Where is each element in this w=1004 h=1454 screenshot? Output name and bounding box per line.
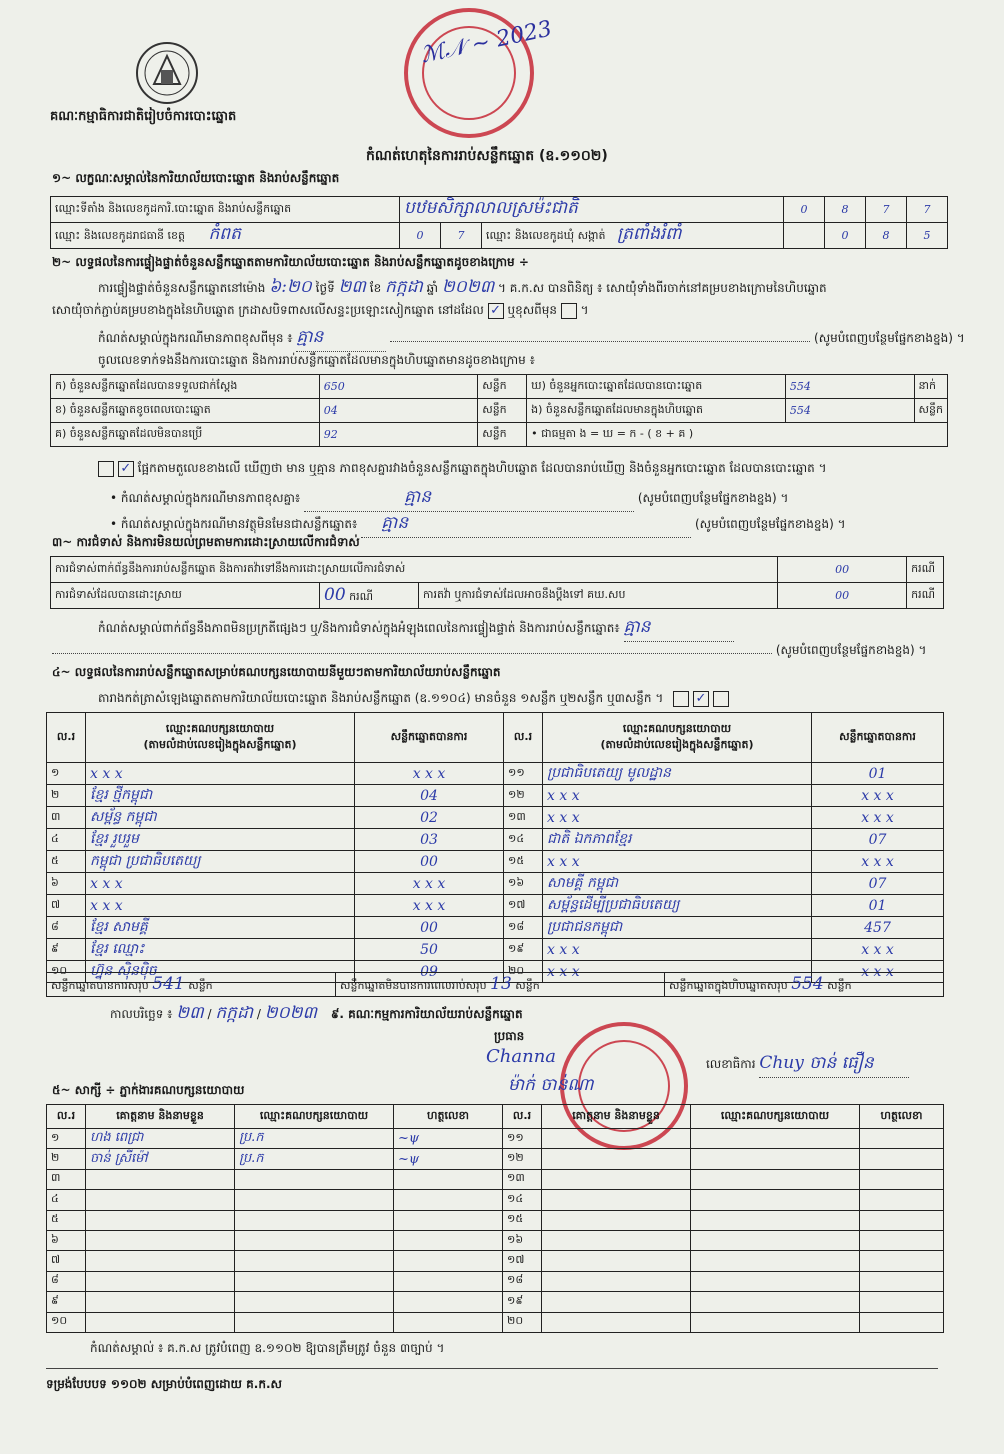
footer-divider	[46, 1368, 938, 1369]
valid-votes: 04	[355, 785, 504, 807]
unit-label: ករណី	[907, 557, 944, 583]
witness-party	[235, 1169, 394, 1189]
formula-note: • ជាធម្មតា ង = ឃ = ក - ( ខ + គ )	[527, 423, 948, 447]
party-name: កម្ពុជា ប្រជាធិបតេយ្យ	[86, 851, 355, 873]
total-invalid: សន្លឹកឆ្នោតមិនបានការពេលរាប់សរុប 13 សន្លឹក	[336, 973, 665, 997]
spoiled-value: 04	[319, 399, 478, 423]
party-name: ប្រជាធិបតេយ្យ មូលដ្ឋាន	[543, 763, 812, 785]
unit-label: សន្លឹក	[914, 399, 947, 423]
witness-signature	[394, 1230, 503, 1250]
witness-signature	[860, 1230, 944, 1250]
verification-line: ការផ្ទៀងផ្ទាត់ចំនួនសន្លឹកឆ្នោតនៅម៉ោង ៦:២០ ថ្ងៃទី ២៣ ខែ កក្កដា ឆ្នាំ ២០២៣ ។ គ.ក.ស បានពិនិត្យ ៖ សោយ៉ុំទាំងពីរចាក់នៅគម្របខាងក្រោមនៃហិបឆ្នោត	[98, 277, 827, 297]
appeal-value: 00	[778, 583, 907, 609]
witness-signature	[860, 1190, 944, 1210]
three-sheets-checkbox[interactable]	[713, 691, 729, 707]
party-results-table	[46, 712, 944, 983]
row-number: ១៥	[503, 1210, 542, 1230]
commune-code-digit: 0	[825, 223, 866, 249]
col-signature: ហត្ថលេខា	[860, 1105, 944, 1129]
row-number: ១១	[503, 1129, 542, 1149]
row-number: ១៥	[504, 851, 543, 873]
valid-votes: x x x	[812, 851, 944, 873]
received-value: 650	[319, 375, 478, 399]
row-number: ១២	[503, 1149, 542, 1169]
row-number: ១៩	[504, 939, 543, 961]
row-number: ២០	[503, 1312, 542, 1332]
witness-signature: ~ψ	[394, 1129, 503, 1149]
party-name: ខ្មែរ ថ្មីកម្ពុជា	[86, 785, 355, 807]
valid-votes: x x x	[355, 763, 504, 785]
secretary-line: លេខាធិការ Chuy ចាន់ ធឿន	[706, 1052, 909, 1078]
row-number: ៦	[47, 1230, 86, 1250]
row-number: ១៤	[504, 829, 543, 851]
witness-name	[86, 1251, 235, 1271]
valid-votes: 07	[812, 873, 944, 895]
witness-party	[691, 1292, 860, 1312]
row-number: ១០	[47, 1312, 86, 1332]
commune-field: ឈ្មោះ និងលេខកូដឃុំ សង្កាត់ ត្រពាំងរំពាំ	[482, 223, 784, 249]
witness-party	[235, 1312, 394, 1332]
table-row	[47, 829, 944, 851]
table-row	[47, 807, 944, 829]
party-name: x x x	[86, 895, 355, 917]
section2-title: ២~ លទ្ធផលនៃការផ្ទៀងផ្ទាត់ចំនួនសន្លឹកឆ្នោតតាមការិយាល័យបោះឆ្នោត និងរាប់សន្លឹកឆ្នោតដូចខាងក្រោម ÷	[52, 255, 529, 269]
numbers-intro: ចូលលេខទាក់ទងនឹងការបោះឆ្នោត និងការរាប់សន្លឹកឆ្នោតដែលមានក្នុងហិបឆ្នោតមានដូចខាងក្រោម ៖	[98, 353, 535, 367]
row-number: ៩	[47, 939, 86, 961]
chief-signature: Channa	[486, 1046, 557, 1067]
party-name: x x x	[543, 851, 812, 873]
row-number: ១	[47, 1129, 86, 1149]
witness-party	[235, 1271, 394, 1291]
total-valid: សន្លឹកឆ្នោតបានការសរុប 541 សន្លឹក	[47, 973, 336, 997]
valid-votes: 09	[355, 961, 504, 983]
section4-title: ៤~ លទ្ធផលនៃការរាប់សន្លឹកឆ្នោតសម្រាប់គណបក្សនយោបាយនីមួយៗតាមការិយាល័យរាប់សន្លឹកឆ្នោត	[52, 665, 501, 679]
witness-name	[542, 1149, 691, 1169]
location-label: ឈ្មោះទីតាំង និងលេខកូដការិ.បោះឆ្នោត និងរាប់សន្លឹកឆ្នោត	[51, 197, 400, 223]
appeal-label: ការតវ៉ា ឬការជំទាស់ដែលអាចនឹងប្ដឹងទៅ គឃ.សប	[419, 583, 778, 609]
party-name: ប្រជាជនកម្ពុជា	[543, 917, 812, 939]
row-number: ១២	[504, 785, 543, 807]
valid-votes: x x x	[812, 807, 944, 829]
province-label: ឈ្មោះ និងលេខកូដរាជធានី ខេត្ត កំពត	[51, 223, 400, 249]
row-number: ២	[47, 1149, 86, 1169]
table-row	[47, 1149, 944, 1169]
witness-name	[542, 1312, 691, 1332]
in-box-value: 554	[785, 399, 914, 423]
table-row	[47, 917, 944, 939]
commune-code-digit: 5	[907, 223, 948, 249]
row-number: ៨	[47, 917, 86, 939]
in-box-label: ង) ចំនួនសន្លឹកឆ្នោតដែលមានក្នុងហិបឆ្នោត	[527, 399, 786, 423]
no-difference-checkbox[interactable]: ✓	[118, 461, 134, 477]
row-number: ១០	[47, 961, 86, 983]
witness-signature	[860, 1149, 944, 1169]
resolved-label: ការជំទាស់ដែលបានដោះស្រាយ	[51, 583, 320, 609]
row-number: ២	[47, 785, 86, 807]
witness-party	[691, 1271, 860, 1291]
witness-signature	[860, 1210, 944, 1230]
row-number: ១១	[504, 763, 543, 785]
row-number: ៦	[47, 873, 86, 895]
valid-votes: 03	[355, 829, 504, 851]
party-name: ខ្មែរ ឈ្មោះ	[86, 939, 355, 961]
sheet-count-line: តារាងកត់ត្រាសំឡេងឆ្នោតតាមការិយាល័យបោះឆ្នោត និងរាប់សន្លឹកឆ្នោត (ឧ.១១០៤) មានចំនួន ១សន្លឹក ឬ២សន្លឹក ឬ៣សន្លឹក ។ ✓	[98, 690, 729, 708]
witness-signature	[860, 1129, 944, 1149]
valid-votes: x x x	[355, 895, 504, 917]
witness-name	[542, 1292, 691, 1312]
col-party: ឈ្មោះគណបក្សនយោបាយ (តាមលំដាប់លេខរៀងក្នុងសន្លឹកឆ្នោត)	[86, 713, 355, 763]
witness-name: ចាន់ ស្រីម៉ៅ	[86, 1149, 235, 1169]
witness-name	[542, 1210, 691, 1230]
different-checkbox[interactable]	[561, 303, 577, 319]
witness-signature	[394, 1271, 503, 1291]
unit-label: សន្លឹក	[478, 375, 527, 399]
unit-label: ករណី	[907, 583, 944, 609]
col-no: ល.រ	[47, 1105, 86, 1129]
party-name: x x x	[543, 807, 812, 829]
col-name: គោត្តនាម និងនាមខ្លួន	[86, 1105, 235, 1129]
witness-name	[542, 1251, 691, 1271]
top-signature: ℳ𝒩 ~ 2023	[418, 16, 555, 69]
col-votes: សន្លឹកឆ្នោតបានការ	[355, 713, 504, 763]
valid-votes: 457	[812, 917, 944, 939]
location-value: បឋមសិក្សាលាលស្រម៉ះជាតិ	[400, 197, 784, 223]
valid-votes: x x x	[355, 873, 504, 895]
province-code-digit: 7	[441, 223, 482, 249]
col-name: គោត្តនាម និងនាមខ្លួន	[542, 1105, 691, 1129]
form-title: កំណត់ហេតុនៃការរាប់សន្លឹកឆ្នោត (ឧ.១១០២)	[366, 148, 608, 164]
col-votes: សន្លឹកឆ្នោតបានការ	[812, 713, 944, 763]
location-code-digit: 8	[825, 197, 866, 223]
witness-name	[542, 1271, 691, 1291]
lock-check-line: សោយ៉ុំចាក់ភ្ជាប់គម្របខាងក្នុងនៃហិបឆ្នោត ក្រដាសបិទពាសលើសន្ទះប្រឡោះសៀកឆ្នោត នៅដដែល ✓ ឬខុសពីមុន ។	[52, 302, 589, 318]
witness-party	[235, 1210, 394, 1230]
footer-form-note: ទម្រង់បែបបទ ១១០២ សម្រាប់បំពេញដោយ គ.ក.ស	[46, 1377, 282, 1391]
party-name: សម្ព័ន្ធដើម្បីប្រជាធិបតេយ្យ	[543, 895, 812, 917]
section3-title: ៣~ ការជំទាស់ និងការមិនយល់ព្រមតាមការដោះស្រាយលើការជំទាស់	[52, 535, 360, 549]
witness-signature	[860, 1312, 944, 1332]
table-row	[47, 785, 944, 807]
valid-votes: 00	[355, 917, 504, 939]
witness-signature	[394, 1251, 503, 1271]
witness-name	[542, 1190, 691, 1210]
party-name: x x x	[86, 873, 355, 895]
table-row	[47, 763, 944, 785]
row-number: ១៣	[503, 1169, 542, 1189]
valid-votes: x x x	[812, 785, 944, 807]
received-label: ក) ចំនួនសន្លឹកឆ្នោតដែលបានទទួលជាក់ស្ដែង	[51, 375, 320, 399]
witness-name	[86, 1210, 235, 1230]
table-row	[47, 873, 944, 895]
party-name: ជាតិ ឯកភាពខ្មែរ	[543, 829, 812, 851]
col-party: ឈ្មោះគណបក្សនយោបាយ	[691, 1105, 860, 1129]
table-row	[47, 1230, 944, 1250]
diff-note: • កំណត់សម្គាល់ក្នុងករណីមានភាពខុសគ្នា៖ គ្មាន (សូមបំពេញបន្ថែមផ្នែកខាងខ្នង) ។	[110, 486, 788, 512]
witness-name	[86, 1312, 235, 1332]
table-row	[47, 1210, 944, 1230]
witness-party	[691, 1169, 860, 1189]
totals-table	[46, 972, 944, 997]
row-number: ៥	[47, 1210, 86, 1230]
party-name: x x x	[86, 763, 355, 785]
witness-name	[86, 1271, 235, 1291]
witness-party: ប្រ.ក	[235, 1129, 394, 1149]
party-name: សាមគ្គី កម្ពុជា	[543, 873, 812, 895]
witness-signature	[860, 1271, 944, 1291]
two-sheets-checkbox[interactable]: ✓	[693, 691, 709, 707]
row-number: ៩	[47, 1292, 86, 1312]
irregularity-note: កំណត់សម្គាល់ពាក់ព័ន្ធនឹងភាពមិនប្រក្រតីផ្សេងៗ ឬ/និងការជំទាស់ក្នុងអំឡុងពេលនៃការផ្ទៀងផ្ទាត់ និងការរាប់សន្លឹកឆ្នោត៖ គ្មាន	[98, 616, 734, 642]
objection-value: 00	[778, 557, 907, 583]
ballot-count-table	[50, 374, 948, 447]
valid-votes: 02	[355, 807, 504, 829]
valid-votes: 01	[812, 895, 944, 917]
party-name: ខ្មែរ រួបរួម	[86, 829, 355, 851]
witness-signature	[860, 1169, 944, 1189]
unused-value: 92	[319, 423, 478, 447]
witness-signature	[394, 1312, 503, 1332]
party-name: x x x	[543, 939, 812, 961]
row-number: ១៨	[503, 1271, 542, 1291]
party-name: x x x	[543, 961, 812, 983]
witness-signature	[394, 1190, 503, 1210]
row-number: ២០	[504, 961, 543, 983]
resolved-value: 00 ករណី	[320, 583, 419, 609]
row-number: ១៧	[504, 895, 543, 917]
valid-votes: 01	[812, 763, 944, 785]
col-party: ឈ្មោះគណបក្សនយោបាយ (តាមលំដាប់លេខរៀងក្នុងសន្លឹកឆ្នោត)	[543, 713, 812, 763]
one-sheet-checkbox[interactable]	[673, 691, 689, 707]
row-number: ៣	[47, 807, 86, 829]
row-number: ១៩	[503, 1292, 542, 1312]
section1-table	[50, 196, 948, 249]
voters-label: ឃ) ចំនួនអ្នកបោះឆ្នោតដែលបានបោះឆ្នោត	[527, 375, 786, 399]
row-number: ៧	[47, 1251, 86, 1271]
date-line: កាលបរិច្ឆេទ ៖ ២៣ / កក្កដា / ២០២៣ ៩. គណៈកម្មការការិយាល័យរាប់សន្លឹកឆ្នោត	[110, 1003, 523, 1023]
valid-votes: 07	[812, 829, 944, 851]
witness-party	[235, 1190, 394, 1210]
difference-note: កំណត់សម្គាល់ក្នុងករណីមានភាពខុសពីមុន ៖ គ្មាន (សូមបំពេញបន្ថែមផ្នែកខាងខ្នង) ។	[98, 326, 965, 352]
spoiled-label: ខ) ចំនួនសន្លឹកឆ្នោតខូចពេលបោះឆ្នោត	[51, 399, 320, 423]
valid-votes: x x x	[812, 961, 944, 983]
table-row	[47, 939, 944, 961]
witness-signature	[394, 1169, 503, 1189]
table-row	[47, 851, 944, 873]
witness-name	[86, 1292, 235, 1312]
witness-party	[235, 1251, 394, 1271]
emblem-logo	[134, 40, 200, 106]
witness-name: ហង ពេជ្រា	[86, 1129, 235, 1149]
witness-party	[691, 1129, 860, 1149]
party-name: x x x	[543, 785, 812, 807]
org-name: គណៈកម្មាធិការជាតិរៀបចំការបោះឆ្នោត	[50, 109, 237, 124]
valid-votes: x x x	[812, 939, 944, 961]
witness-party	[691, 1149, 860, 1169]
col-signature: ហត្ថលេខា	[394, 1105, 503, 1129]
row-number: ១៦	[503, 1230, 542, 1250]
valid-votes: 00	[355, 851, 504, 873]
row-number: ១៦	[504, 873, 543, 895]
location-code-digit: 7	[866, 197, 907, 223]
witness-signature	[394, 1210, 503, 1230]
row-number: ១៤	[503, 1190, 542, 1210]
party-name: ខ្មែរ សាមគ្គី	[86, 917, 355, 939]
witness-signature	[860, 1292, 944, 1312]
witness-name	[86, 1169, 235, 1189]
witness-party	[235, 1292, 394, 1312]
witness-party: ប្រ.ក	[235, 1149, 394, 1169]
col-party: ឈ្មោះគណបក្សនយោបាយ	[235, 1105, 394, 1129]
row-number: ៣	[47, 1169, 86, 1189]
section5-title: ៥~ សាក្សី ÷ ភ្នាក់ងារគណបក្សនយោបាយ	[52, 1083, 245, 1097]
table-row	[47, 1190, 944, 1210]
table-row	[47, 1312, 944, 1332]
witness-signature	[394, 1292, 503, 1312]
row-number: ១	[47, 763, 86, 785]
row-number: ៨	[47, 1271, 86, 1291]
witness-party	[691, 1190, 860, 1210]
row-number: ១៨	[504, 917, 543, 939]
location-code-digit: 0	[784, 197, 825, 223]
valid-votes: 50	[355, 939, 504, 961]
unit-label: នាក់	[914, 375, 947, 399]
row-number: ៤	[47, 829, 86, 851]
table-row	[47, 1271, 944, 1291]
witness-name	[542, 1230, 691, 1250]
row-number: ៧	[47, 895, 86, 917]
witness-party	[691, 1251, 860, 1271]
col-no: ល.រ	[504, 713, 543, 763]
objection-table	[50, 556, 944, 609]
row-number: ៤	[47, 1190, 86, 1210]
objection-label: ការជំទាស់ពាក់ព័ន្ធនឹងការរាប់សន្លឹកឆ្នោត និងការតវ៉ាទៅនឹងការដោះស្រាយលើការជំទាស់	[51, 557, 778, 583]
row-number: ៥	[47, 851, 86, 873]
witness-name	[86, 1190, 235, 1210]
chief-name: ម៉ាក់ ចាន់ណា	[508, 1075, 594, 1095]
unused-label: គ) ចំនួនសន្លឹកឆ្នោតដែលមិនបានប្រើ	[51, 423, 320, 447]
object-note: • កំណត់សម្គាល់ក្នុងករណីមានវត្ថុមិនមែនជាសន្លឹកឆ្នោត៖ គ្មាន (សូមបំពេញបន្ថែមផ្នែកខាងខ្នង) ។	[110, 512, 846, 538]
table-row	[47, 1251, 944, 1271]
party-name: ហ្វ៊ុន ស៊ិនប៉ិច	[86, 961, 355, 983]
witness-party	[691, 1230, 860, 1250]
party-name: សម្ព័ន្ធ កម្ពុជា	[86, 807, 355, 829]
witness-party	[235, 1230, 394, 1250]
witness-party	[691, 1210, 860, 1230]
row-number: ១៣	[504, 807, 543, 829]
footer-note: កំណត់សម្គាល់ ៖ គ.ក.ស ត្រូវបំពេញ ឧ.១១០២ ឱ្យបានត្រឹមត្រូវ ចំនួន ៣ច្បាប់ ។	[90, 1341, 445, 1355]
row-number: ១៧	[503, 1251, 542, 1271]
unit-label: សន្លឹក	[478, 399, 527, 423]
chief-label: ប្រធាន	[494, 1029, 525, 1043]
has-difference-checkbox[interactable]	[98, 461, 114, 477]
table-row	[47, 1169, 944, 1189]
location-code-digit: 7	[907, 197, 948, 223]
witness-table	[46, 1104, 944, 1333]
col-no: ល.រ	[503, 1105, 542, 1129]
commune-code-digit: 8	[866, 223, 907, 249]
witness-signature: ~ψ	[394, 1149, 503, 1169]
table-row	[47, 1292, 944, 1312]
compare-line: ✓ ផ្អែកតាមតួលេខខាងលើ ឃើញថា មាន ឬគ្មាន ភាពខុសគ្នារវាងចំនួនសន្លឹកឆ្នោតក្នុងហិបឆ្នោត ដែលបានរាប់ឃើញ និងចំនួនអ្នកបោះឆ្នោត ដែលបានបោះឆ្នោត ។	[98, 460, 826, 478]
voters-value: 554	[785, 375, 914, 399]
col-no: ល.រ	[47, 713, 86, 763]
total-in-box: សន្លឹកឆ្នោតក្នុងហិបឆ្នោតសរុប 554 សន្លឹក	[665, 973, 944, 997]
witness-name	[86, 1230, 235, 1250]
section1-title: ១~ លក្ខណៈសម្គាល់នៃការិយាល័យបោះឆ្នោត និងរាប់សន្លឹកឆ្នោត	[52, 171, 340, 185]
witness-party	[691, 1312, 860, 1332]
same-checkbox[interactable]: ✓	[488, 303, 504, 319]
witness-name	[542, 1169, 691, 1189]
province-code-digit: 0	[400, 223, 441, 249]
witness-signature	[860, 1251, 944, 1271]
witness-name	[542, 1129, 691, 1149]
table-row	[47, 1129, 944, 1149]
unit-label: សន្លឹក	[478, 423, 527, 447]
table-row	[47, 895, 944, 917]
irregularity-fill-line: (សូមបំពេញបន្ថែមផ្នែកខាងខ្នង) ។	[52, 642, 926, 660]
